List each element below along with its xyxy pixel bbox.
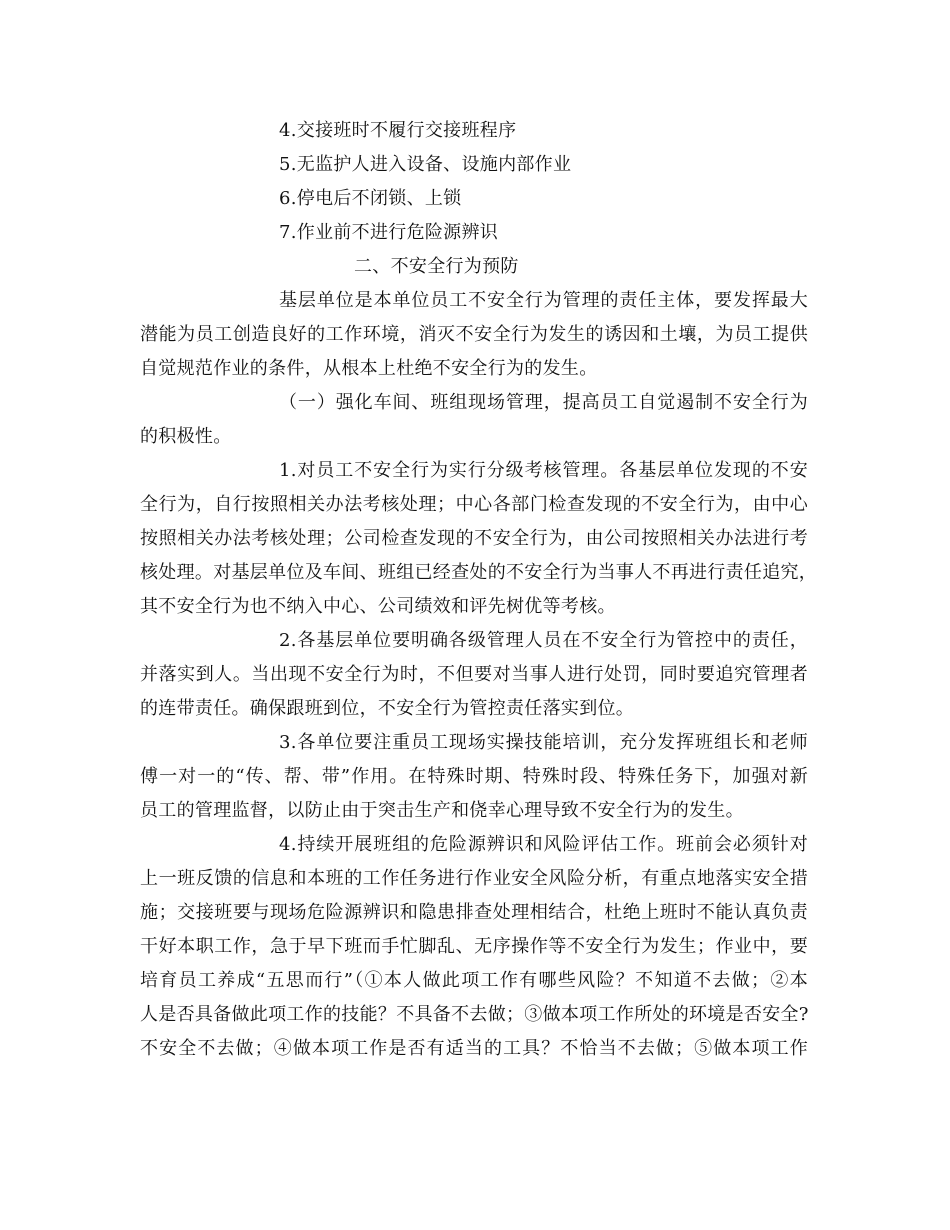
paragraph-line: 其不安全行为也不纳入中心、公司绩效和评先树优等考核。	[140, 596, 616, 617]
paragraph-line: 3.各单位要注重员工现场实操技能培训，充分发挥班组长和老师	[279, 732, 808, 753]
paragraph-line: 潜能为员工创造良好的工作环境，消灭不安全行为发生的诱因和土壤，为员工提供	[140, 324, 808, 345]
paragraph-line: 上一班反馈的信息和本班的工作任务进行作业安全风险分析，有重点地落实安全措	[140, 868, 808, 889]
paragraph-line: 员工的管理监督，以防止由于突击生产和侥幸心理导致不安全行为的发生。	[140, 800, 744, 821]
section-heading: 二、不安全行为预防	[354, 256, 519, 277]
paragraph-line: 干好本职工作，急于早下班而手忙脚乱、无序操作等不安全行为发生；作业中，要	[140, 936, 808, 957]
paragraph-line: 人是否具备做此项工作的技能？不具备不去做；③做本项工作所处的环境是否安全?	[140, 1004, 809, 1025]
paragraph-line: 全行为，自行按照相关办法考核处理；中心各部门检查发现的不安全行为，由中心	[140, 494, 808, 515]
list-item: 7.作业前不进行危险源辨识	[279, 222, 499, 243]
subsection-heading: 的积极性。	[140, 426, 232, 447]
paragraph-line: 1.对员工不安全行为实行分级考核管理。各基层单位发现的不安	[279, 460, 808, 481]
paragraph-line: 4.持续开展班组的危险源辨识和风险评估工作。班前会必须针对	[279, 834, 808, 855]
paragraph-line: 傅一对一的“传、帮、带”作用。在特殊时期、特殊时段、特殊任务下，加强对新	[140, 766, 808, 787]
list-item: 6.停电后不闭锁、上锁	[279, 188, 462, 209]
paragraph-line: 并落实到人。当出现不安全行为时，不但要对当事人进行处罚，同时要追究管理者	[140, 664, 808, 685]
paragraph-line: 自觉规范作业的条件，从根本上杜绝不安全行为的发生。	[140, 358, 598, 379]
paragraph-line: 按照相关办法考核处理；公司检查发现的不安全行为，由公司按照相关办法进行考	[140, 528, 808, 549]
paragraph-line: 2.各基层单位要明确各级管理人员在不安全行为管控中的责任，	[279, 630, 808, 651]
list-item: 5.无监护人进入设备、设施内部作业	[279, 154, 572, 175]
paragraph-line: 基层单位是本单位员工不安全行为管理的责任主体，要发挥最大	[279, 290, 808, 311]
list-item: 4.交接班时不履行交接班程序	[279, 120, 517, 141]
paragraph-line: 不安全不去做；④做本项工作是否有适当的工具？不恰当不去做；⑤做本项工作	[140, 1038, 808, 1059]
paragraph-line: 培育员工养成“五思而行”（①本人做此项工作有哪些风险？不知道不去做；②本	[140, 970, 808, 991]
paragraph-line: 的连带责任。确保跟班到位，不安全行为管控责任落实到位。	[140, 698, 635, 719]
paragraph-line: 施；交接班要与现场危险源辨识和隐患排查处理相结合，杜绝上班时不能认真负责	[140, 902, 808, 923]
subsection-heading: （一）强化车间、班组现场管理，提高员工自觉遏制不安全行为	[279, 392, 808, 413]
paragraph-line: 核处理。对基层单位及车间、班组已经查处的不安全行为当事人不再进行责任追究，	[140, 562, 818, 583]
